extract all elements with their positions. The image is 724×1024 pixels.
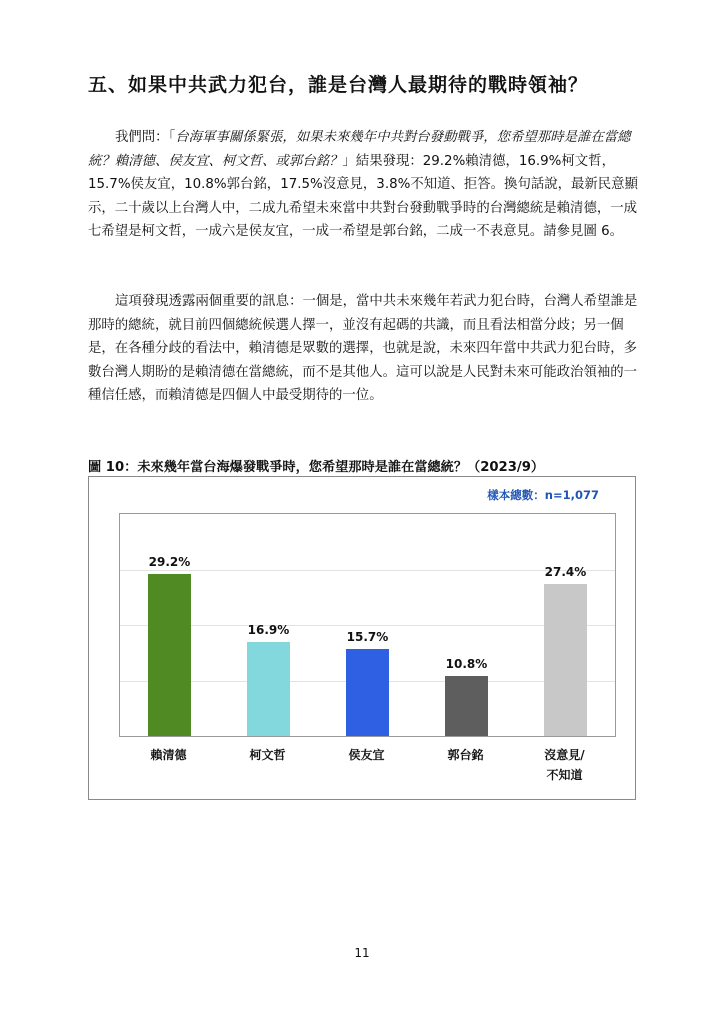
category-label-2 (223, 745, 313, 765)
bar-4 (445, 676, 488, 736)
data-label-1: 29.2% (148, 554, 191, 569)
data-label-3: 15.7% (346, 629, 389, 644)
para2-text: 這項發現透露兩個重要的訊息：一個是，當中共未來幾年若武力犯台時，台灣人希望誰是那時的總統，就目前四個總統候選人擇一，並沒有起碼的共識，而且看法相當分歧；另一個是，在各種分歧的看法中，賴清德是眾數的選擇，也就是說，未來四年當中共武力犯台時，多數台灣人期盼的是賴清德在當總統，而不是其他人。這可以說是人民對未來可能政治領袖的一種信任感，而賴清德是四個人中最受期待的一位。 (88, 294, 638, 403)
data-label-5: 27.4% (544, 564, 587, 579)
bar-5 (544, 584, 587, 736)
category-label-line: 郭台銘 (447, 748, 484, 762)
category-label-4 (421, 745, 511, 765)
section-heading: 五、如果中共武力犯台，誰是台灣人最期待的戰時領袖？ (88, 74, 589, 96)
para1-lead: 我們問：「 (115, 130, 176, 145)
para1-rest: 」結果發現：29.2%賴清德，16.9%柯文哲，15.7%侯友宜，10.8%郭台銘，17.5%沒意見，3.8%不知道、拒答。換句話說，最新民意顯示，二十歲以上台灣人中，二成九希望未來當中共對台發動戰爭時的台灣總統是賴清德，一成七希望是柯文哲，一成六是侯友宜，一成一希望是郭台銘，二成一不表意見。請參見圖 6。 (88, 153, 638, 239)
figure-title: 圖 10：未來幾年當台海爆發戰爭時，您希望那時是誰在當總統？（2023/9） (88, 460, 545, 475)
category-label-line: 不知道 (546, 768, 583, 782)
data-label-4: 10.8% (445, 657, 488, 672)
sample-size-label: 樣本總數：n=1,077 (487, 488, 599, 502)
category-label-line: 賴清德 (150, 748, 187, 762)
category-label-line: 柯文哲 (249, 748, 286, 762)
paragraph-findings (88, 126, 640, 244)
category-label-5 (520, 745, 610, 785)
gridline (120, 625, 615, 626)
survey-question: 台海軍事關係緊張，如果未來幾年中共對台發動戰爭，您希望那時是誰在當總統？賴清德、侯友宜、柯文哲、或郭台銘？ (88, 130, 631, 169)
category-label-line: 侯友宜 (348, 748, 385, 762)
category-label-line: 沒意見/ (544, 748, 585, 762)
bar-chart (88, 476, 636, 800)
bar-2 (247, 642, 290, 736)
bar-3 (346, 649, 389, 736)
data-label-2: 16.9% (247, 623, 290, 638)
paragraph-interpretation (88, 290, 640, 408)
category-label-3 (322, 745, 412, 765)
category-label-1 (124, 745, 214, 765)
bar-1 (148, 574, 191, 736)
plot-area (119, 513, 616, 737)
page-number: 11 (354, 946, 370, 960)
